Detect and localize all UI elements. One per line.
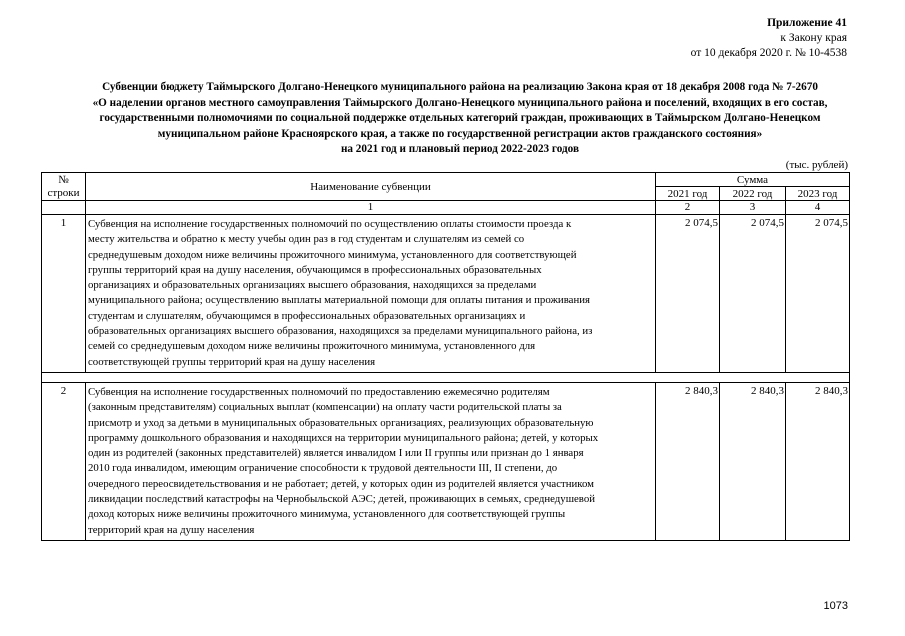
description-line: среднедушевым доходом ниже величины прожиточного минимума, установленного для соответствующей (88, 248, 577, 261)
table-row (42, 215, 850, 373)
header-year-2022: 2022 год (720, 187, 786, 201)
units-label: (тыс. рублей) (785, 159, 848, 171)
header-row-number-line2: строки (47, 186, 80, 199)
row-separator-cell (42, 372, 850, 382)
description-line: Субвенция на исполнение государственных полномочий по осуществлению оплаты стоимости проезда к (88, 218, 572, 230)
column-numbers-row (42, 201, 850, 215)
subventions-table (41, 172, 850, 541)
header-year-2021: 2021 год (656, 187, 720, 201)
amount-2023: 2 074,5 (786, 215, 850, 373)
appendix-law-ref: к Закону края (780, 32, 847, 44)
amount-2022: 2 074,5 (720, 215, 786, 373)
description-line: образовательных организациях высшего образования, находящихся за пределами муниципального района, из (88, 325, 593, 338)
description-line: программу дошкольного образования и находящихся на территории муниципального района; детей, у которых (88, 431, 599, 444)
amount-2023: 2 840,3 (786, 382, 850, 540)
amount-2021: 2 074,5 (656, 215, 720, 373)
description-line: присмотр и уход за детьми в муниципальных образовательных организациях, реализующих образовательную (88, 416, 594, 429)
appendix-title: Приложение 41 (767, 17, 847, 29)
header-row-number (42, 173, 86, 201)
description-line: один из родителей (законных представителей) является инвалидом I или II группы или признан до 1 января (88, 447, 584, 460)
heading-line-3: государственными полномочиями по социальной поддержке отдельных категорий граждан, проживающих в Таймырском Долгано-Ненецком (99, 112, 821, 125)
appendix-law-date: от 10 декабря 2020 г. № 10-4538 (690, 47, 847, 59)
description-line: ликвидации последствий катастрофы на Чернобыльской АЭС; детей, проживающих в семьях, среднедушевой (88, 493, 596, 506)
document-heading (20, 80, 900, 158)
table-row (42, 382, 850, 540)
description-line: семей со среднедушевым доходом ниже величины прожиточного минимума, установленного для (88, 340, 536, 353)
heading-line-1: Субвенции бюджету Таймырского Долгано-Ненецкого муниципального района на реализацию Закона края от 18 декабря 2008 года № 7-2670 (102, 81, 818, 93)
heading-line-5: на 2021 год и плановый период 2022-2023 годов (340, 143, 580, 156)
column-number-1: 1 (86, 201, 656, 215)
description-line: доход которых ниже величины прожиточного минимума, установленного для соответствующей группы (88, 508, 566, 521)
description-line: муниципального района; осуществлению выплаты материальной помощи для оплаты питания и проживания (88, 294, 590, 307)
page-number: 1073 (823, 600, 848, 612)
header-row-number-line1: № (58, 173, 69, 186)
column-number-4: 4 (786, 201, 850, 215)
description-line: студентам и слушателям, обучающимся в профессиональных образовательных организациях и (88, 309, 526, 322)
description-line: соответствующей группы территорий края на душу населения (88, 355, 376, 368)
row-description (86, 382, 656, 540)
description-line: группы территорий края на душу населения, обучающимся в профессиональных образовательных (88, 263, 542, 276)
description-line: 2010 года инвалидом, имеющим ограничение способности к трудовой деятельности III, II степени, до (88, 462, 558, 475)
description-line: организациях и образовательных организациях высшего образования, находящихся за пределами (88, 279, 537, 292)
description-line: территорий края на душу населения (88, 523, 255, 536)
appendix-block (691, 16, 847, 61)
header-sum: Сумма (656, 173, 850, 187)
description-line: очередного переосвидетельствования и не работает; детей, у которых один из родителей является участником (88, 477, 594, 490)
heading-line-2: «О наделении органов местного самоуправления Таймырского Долгано-Ненецкого муниципального района и поселений, входящих в его состав, (92, 96, 828, 109)
row-number: 1 (42, 215, 86, 373)
description-line: месту жительства и обратно к месту учебы один раз в год студентам и слушателям из семей со (88, 233, 525, 246)
column-number-3: 3 (720, 201, 786, 215)
table-header-row (42, 173, 850, 187)
header-year-2023: 2023 год (786, 187, 850, 201)
row-description (86, 215, 656, 373)
row-number: 2 (42, 382, 86, 540)
column-number-2: 2 (656, 201, 720, 215)
column-number-empty (42, 201, 86, 215)
heading-line-4: муниципальном районе Красноярского края, а также по государственной регистрации актов гражданского состояния» (157, 127, 763, 140)
amount-2022: 2 840,3 (720, 382, 786, 540)
amount-2021: 2 840,3 (656, 382, 720, 540)
description-line: (законным представителям) социальных выплат (компенсации) на оплату части родительской платы за (88, 401, 562, 414)
description-line: Субвенция на исполнение государственных полномочий по предоставлению ежемесячно родителям (88, 385, 550, 398)
row-separator (42, 372, 850, 382)
header-subvention-name: Наименование субвенции (86, 173, 656, 201)
